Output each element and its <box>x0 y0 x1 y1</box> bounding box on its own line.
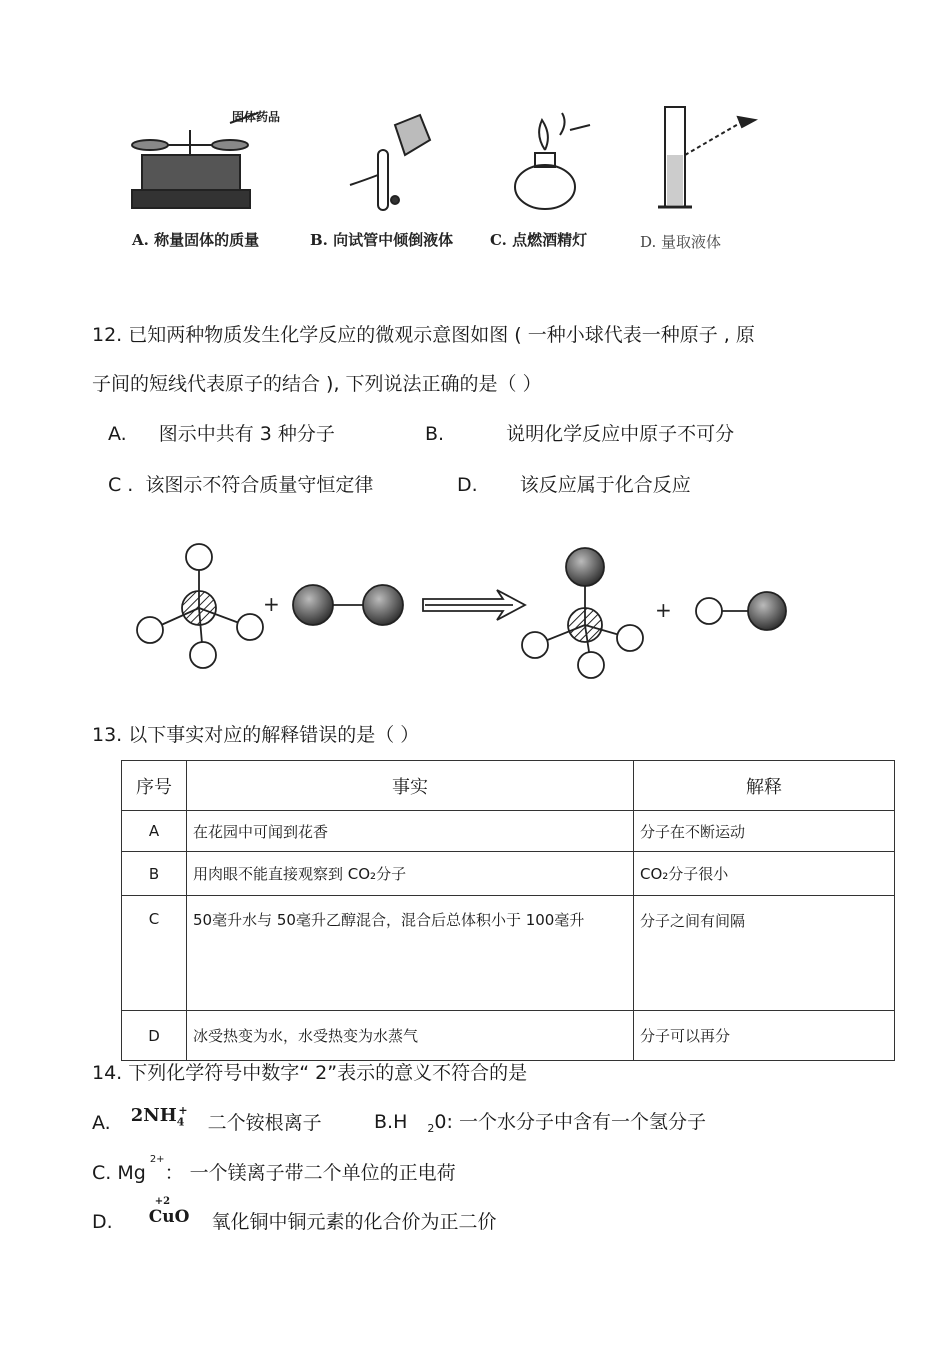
table-row <box>122 852 895 896</box>
caption-d: D. 量取液体 <box>640 233 722 251</box>
row-fact: 用肉眼不能直接观察到 CO₂分子 <box>187 852 634 896</box>
option-text: 该反应属于化合反应 <box>519 474 691 496</box>
balance-icon <box>132 113 258 208</box>
q14-option-c <box>92 1153 456 1184</box>
option-text: 二个铵根离子 <box>207 1112 322 1134</box>
row-id: D <box>122 1011 187 1061</box>
reaction-arrow <box>423 590 525 620</box>
caption-b: B. 向试管中倾倒液体 <box>310 231 454 249</box>
q12-option-d <box>457 476 691 495</box>
q14-stem: 14. 下列化学符号中数字“ 2”表示的意义不符合的是 <box>92 1062 528 1084</box>
header-explain: 解释 <box>634 761 895 811</box>
row-id: A <box>122 811 187 852</box>
header-id: 序号 <box>122 761 187 811</box>
q12-option-c <box>108 476 373 495</box>
drug-label: 固体药品 <box>232 110 281 124</box>
option-key: B.H <box>374 1111 408 1133</box>
row-explain: 分子可以再分 <box>634 1011 895 1061</box>
option-text: 氧化铜中铜元素的化合价为正二价 <box>211 1211 497 1233</box>
table-row <box>122 1011 895 1061</box>
q14-option-d <box>92 1196 497 1233</box>
molecule-product-1 <box>522 548 643 678</box>
option-sub: 2 <box>427 1122 435 1135</box>
option-key: A. <box>108 423 127 445</box>
row-explain: CO₂分子很小 <box>634 852 895 896</box>
option-key: C. Mg <box>92 1162 146 1184</box>
row-explain: 分子在不断运动 <box>634 811 895 852</box>
q12-stem-line1: 12. 已知两种物质发生化学反应的微观示意图如图 ( 一种小球代表一种原子 , 原 <box>92 324 755 346</box>
reaction-diagram <box>125 535 805 680</box>
plus-sign-2: + <box>655 598 672 622</box>
table-row <box>122 811 895 852</box>
symbol-text: 2NH <box>130 1105 177 1126</box>
molecule-product-2 <box>696 592 786 630</box>
measuring-cylinder-icon <box>658 107 755 207</box>
cuo-symbol <box>148 1196 190 1227</box>
facts-table <box>121 760 895 1061</box>
row-id: B <box>122 852 187 896</box>
caption-c: C. 点燃酒精灯 <box>490 231 588 249</box>
plus-sign-1: + <box>263 592 280 616</box>
table-row <box>122 896 895 1011</box>
option-text: 说明化学反应中原子不可分 <box>506 423 735 445</box>
row-explain: 分子之间有间隔 <box>634 896 895 1011</box>
option-sup: 2+ <box>149 1153 165 1165</box>
symbol-sup: + <box>178 1104 188 1117</box>
lab-operations-figure <box>120 95 780 225</box>
option-key: D. <box>92 1211 113 1233</box>
caption-a: A. 称量固体的质量 <box>132 231 260 249</box>
ammonium-symbol <box>130 1104 188 1129</box>
option-key: D. <box>457 474 478 496</box>
q14-option-b <box>374 1111 706 1135</box>
q13-stem: 13. 以下事实对应的解释错误的是（ ） <box>92 724 420 746</box>
molecule-reactant-1 <box>137 544 263 668</box>
alcohol-lamp-icon <box>515 113 590 209</box>
valence-mark: +2 <box>154 1196 171 1207</box>
q14-option-a <box>92 1104 322 1136</box>
header-fact: 事实 <box>187 761 634 811</box>
q12-option-a <box>108 425 335 444</box>
q12-stem-line2: 子间的短线代表原子的结合 ), 下列说法正确的是（ ） <box>92 373 542 395</box>
option-key: A. <box>92 1112 111 1134</box>
symbol-sub: 4 <box>176 1115 185 1129</box>
table-header-row <box>122 761 895 811</box>
option-key: B. <box>425 423 445 445</box>
row-fact: 冰受热变为水，水受热变为水蒸气 <box>187 1011 634 1061</box>
q12-option-b <box>425 425 734 444</box>
option-text: 该图示不符合质量守恒定律 <box>145 474 374 496</box>
option-key: C . <box>108 474 134 496</box>
option-text: 图示中共有 3 种分子 <box>158 423 335 445</box>
symbol-text: CuO <box>148 1207 190 1227</box>
row-id: C <box>122 896 187 1011</box>
option-text: 0: 一个水分子中含有一个氢分子 <box>434 1111 706 1133</box>
option-text: ： 一个镁离子带二个单位的正电荷 <box>164 1162 456 1184</box>
molecule-reactant-2 <box>293 585 403 625</box>
row-fact: 50毫升水与 50毫升乙醇混合，混合后总体积小于 100毫升 <box>193 911 585 929</box>
row-fact: 在花园中可闻到花香 <box>187 811 634 852</box>
pouring-liquid-icon <box>350 115 430 210</box>
